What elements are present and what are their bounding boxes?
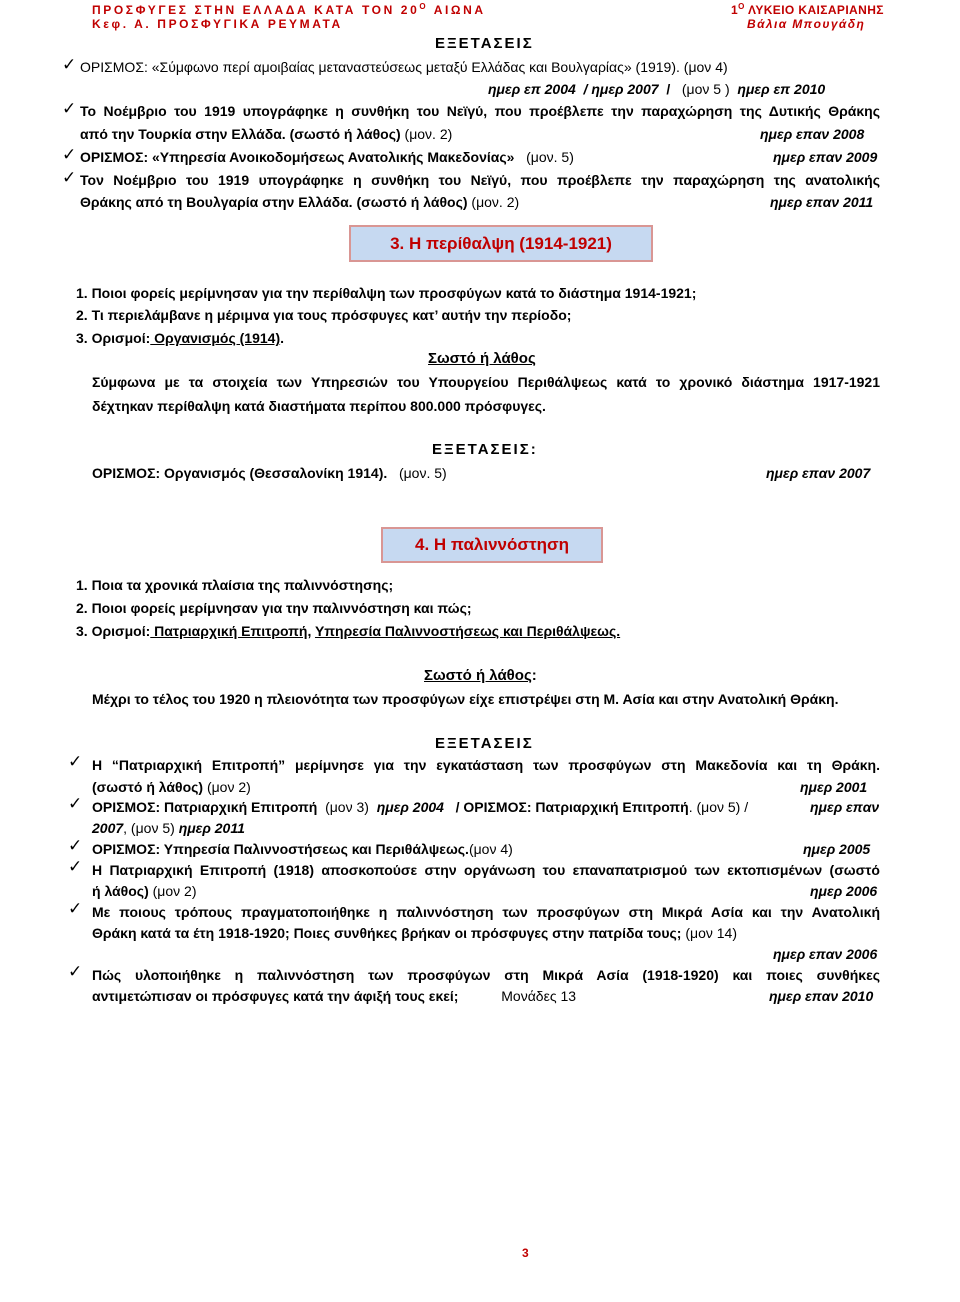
- checkmark-icon: ✓: [68, 857, 83, 876]
- exams2-item: [92, 465, 447, 481]
- exams1-item3: [80, 149, 574, 165]
- exams1-item3-text: ΟΡΙΣΜΟΣ: «Υπηρεσία Ανοικοδομήσεως Ανατολικής Μακεδονίας»: [80, 149, 515, 165]
- section4-question3: [76, 623, 620, 639]
- checkmark-icon: ✓: [62, 145, 77, 164]
- checkmark-icon: ✓: [68, 962, 83, 981]
- exams3-f-text: αντιμετώπισαν οι πρόσφυγες κατά την άφιξή τους εκεί;: [92, 988, 459, 1004]
- header-left-end: ΑΙΩΝΑ: [433, 3, 486, 17]
- marks-label: (μον 2): [206, 779, 251, 795]
- header-right-pre: 1: [731, 3, 739, 17]
- exams3-d-line2: [92, 883, 196, 899]
- true-false-title: Σωστό ή λάθος: [428, 350, 536, 367]
- marks-label: , (μον 5): [123, 820, 175, 836]
- exams3-b-date2: ημερ επαν: [810, 799, 880, 815]
- marks-label: (μον. 2): [404, 126, 453, 142]
- checkmark-icon: ✓: [62, 55, 77, 74]
- definition-term: Υπηρεσία Παλιννοστήσεως και Περιθάλψεως.: [314, 623, 621, 639]
- exams3-b-term: ΟΡΙΣΜΟΣ: Πατριαρχική Επιτροπή: [463, 799, 689, 815]
- header-right-sup: Ο: [738, 2, 745, 11]
- exams2-date: ημερ επαν 2007: [766, 465, 871, 481]
- checkmark-icon: ✓: [68, 752, 83, 771]
- date-label: 2007: [92, 820, 124, 836]
- marks-label: (μον. 2): [471, 194, 520, 210]
- exams1-item4-line1: Τον Νοέμβριο του 1919 υπογράφηκε η συνθήκη του Νεϊγύ, που προέβλεπε την παραχώρηση της ανατολικής: [80, 172, 880, 188]
- exams3-c: [92, 841, 513, 857]
- exams3-e-line1: Με ποιους τρόπους πραγματοποιήθηκε η παλιννόστηση των προσφύγων στη Μικρά Ασία και την Ανατολική: [92, 904, 880, 920]
- section3-question3: [76, 330, 284, 346]
- exams3-b-line1: [92, 799, 748, 815]
- exams3-d-line1: Η Πατριαρχική Επιτροπή (1918) αποσκοπούσε στην οργάνωση του επαναπατρισμού των εκτοπισμένων (σωστό: [92, 862, 880, 878]
- section3-title: 3. Η περίθαλψη (1914-1921): [349, 225, 653, 262]
- marks-label: (μον 4): [468, 841, 513, 857]
- header-left-sup: Ο: [419, 2, 429, 11]
- exams1-item1-dates: [488, 81, 825, 97]
- exams3-d-date: ημερ 2006: [810, 883, 878, 899]
- exams1-item4-date: ημερ επαν 2011: [770, 194, 874, 210]
- marks-label: . (μον 5) /: [688, 799, 749, 815]
- exams3-b-line2: [92, 820, 245, 836]
- exams3-b-term: ΟΡΙΣΜΟΣ: Πατριαρχική Επιτροπή: [92, 799, 318, 815]
- marks-label: Μονάδες 13: [501, 988, 577, 1004]
- exams3-a-line1: Η “Πατριαρχική Επιτροπή” μερίμνησε για την εγκατάσταση των προσφύγων στη Μακεδονία και τη Θράκη.: [92, 757, 880, 773]
- checkmark-icon: ✓: [62, 99, 77, 118]
- section3-question2: 2. Τι περιελάμβανε η μέριμνα για τους πρόσφυγες κατ’ αυτήν την περίοδο;: [76, 307, 572, 323]
- checkmark-icon: ✓: [68, 899, 83, 918]
- checkmark-icon: ✓: [68, 794, 83, 813]
- exams1-item4-line2: [80, 194, 519, 210]
- exams3-e-text: Θράκη κατά τα έτη 1918-1920; Ποιες συνθήκες βρήκαν οι πρόσφυγες στην πατρίδα τους;: [92, 925, 682, 941]
- definition-term: Πατριαρχική Επιτροπή: [150, 623, 308, 639]
- marks-label: (μον. 5): [398, 465, 447, 481]
- exams3-f-line2: [92, 988, 576, 1004]
- header-right-line1: [731, 3, 884, 17]
- exams3-d-text: ή λάθος): [92, 883, 149, 899]
- section3-tf-line2: δέχτηκαν περίθαλψη κατά διαστήματα περίπου 800.000 πρόσφυγες.: [92, 398, 546, 414]
- date-label: ημερ 2011: [178, 820, 245, 836]
- checkmark-icon: ✓: [62, 168, 77, 187]
- definitions-label: 3. Ορισμοί:: [76, 330, 151, 346]
- exams1-item4-text: Θράκης από τη Βουλγαρία στην Ελλάδα. (σωστό ή λάθος): [80, 194, 468, 210]
- exams3-a-line2: [92, 779, 251, 795]
- exams3-e-line2: [92, 925, 737, 941]
- true-false-label: Σωστό ή λάθος: [424, 667, 532, 684]
- header-right-text: ΛΥΚΕΙΟ ΚΑΙΣΑΡΙΑΝΗΣ: [748, 3, 884, 17]
- exams1-item2-line2: [80, 126, 452, 142]
- header-left-line1: [92, 3, 486, 17]
- section3-tf-line1: Σύμφωνα με τα στοιχεία των Υπηρεσιών του Υπουργείου Περιθάλψεως κατά το χρονικό διάστημα 1917-1921: [92, 374, 880, 390]
- separator: /: [666, 81, 671, 97]
- exams1-item2-date: ημερ επαν 2008: [760, 126, 865, 142]
- exams3-c-text: ΟΡΙΣΜΟΣ: Υπηρεσία Παλιννοστήσεως και Περιθάλψεως.: [92, 841, 469, 857]
- marks-label: (μον. 5): [526, 149, 574, 165]
- header-right-line2: Βάλια Μπουγάδη: [747, 17, 866, 31]
- date-label: ημερ 2007: [591, 81, 659, 97]
- exams3-e-date: ημερ επαν 2006: [773, 946, 878, 962]
- true-false-title-2: [424, 667, 537, 684]
- header-left-text: ΠΡΟΣΦΥΓΕΣ ΣΤΗΝ ΕΛΛΑΔΑ ΚΑΤΑ ΤΟΝ 20: [92, 3, 420, 17]
- exams-title-1: ΕΞΕΤΑΣΕΙΣ: [435, 35, 534, 52]
- page-number: 3: [522, 1246, 529, 1260]
- exams1-item3-date: ημερ επαν 2009: [773, 149, 878, 165]
- exams2-text: ΟΡΙΣΜΟΣ: Οργανισμός (Θεσσαλονίκη 1914).: [92, 465, 388, 481]
- exams1-item2-line1: Το Νοέμβριο του 1919 υπογράφηκε η συνθήκη του Νεϊγύ, που προέβλεπε την παραχώρηση της Δυτικής Θράκης: [80, 103, 880, 119]
- exams3-f-date: ημερ επαν 2010: [769, 988, 874, 1004]
- marks-label: (μον 5 ): [681, 81, 730, 97]
- section4-question2: 2. Ποιοι φορείς μερίμνησαν για την παλιννόστηση και πώς;: [76, 600, 472, 616]
- exams1-item1: [80, 59, 728, 75]
- definitions-end: .: [280, 330, 284, 346]
- definitions-sep: ,: [307, 623, 315, 639]
- separator: /: [583, 81, 588, 97]
- section4-title: 4. Η παλιννόστηση: [381, 527, 603, 563]
- section4-question1: 1. Ποια τα χρονικά πλαίσια της παλιννόστησης;: [76, 577, 394, 593]
- exams1-item1-text: ΟΡΙΣΜΟΣ: «Σύμφωνο περί αμοιβαίας μεταναστεύσεως μεταξύ Ελλάδας και Βουλγαρίας» (1919).: [80, 59, 680, 75]
- separator: /: [455, 799, 460, 815]
- checkmark-icon: ✓: [68, 836, 83, 855]
- exams-title-2: ΕΞΕΤΑΣΕΙΣ:: [432, 441, 538, 458]
- marks-label: (μον 14): [685, 925, 737, 941]
- date-label: ημερ επ 2010: [737, 81, 826, 97]
- date-label: ημερ επ 2004: [488, 81, 576, 97]
- date-label: ημερ 2004: [376, 799, 444, 815]
- section4-tf-text: Μέχρι το τέλος του 1920 η πλειονότητα των προσφύγων είχε επιστρέψει στη Μ. Ασία και στην Ανατολική Θράκη.: [92, 691, 839, 707]
- exams3-c-date: ημερ 2005: [803, 841, 871, 857]
- section3-question1: 1. Ποιοι φορείς μερίμνησαν για την περίθαλψη των προσφύγων κατά το διάστημα 1914-1921;: [76, 285, 697, 301]
- exams1-item2-text: από την Τουρκία στην Ελλάδα. (σωστό ή λάθος): [80, 126, 401, 142]
- true-false-colon: :: [531, 667, 537, 684]
- exams3-f-line1: Πώς υλοποιήθηκε η παλιννόστηση των προσφύγων στη Μικρά Ασία (1918-1920) και ποιες συνθήκες: [92, 967, 880, 983]
- definition-term: Οργανισμός (1914): [150, 330, 281, 346]
- exams1-item1-marks: (μον 4): [683, 59, 728, 75]
- exams3-a-date: ημερ 2001: [800, 779, 868, 795]
- header-left-line2: Κεφ. Α. ΠΡΟΣΦΥΓΙΚΑ ΡΕΥΜΑΤΑ: [92, 17, 343, 31]
- definitions-label: 3. Ορισμοί:: [76, 623, 151, 639]
- marks-label: (μον 3): [325, 799, 369, 815]
- exams3-a-text: (σωστό ή λάθος): [92, 779, 204, 795]
- marks-label: (μον 2): [152, 883, 197, 899]
- exams-title-3: ΕΞΕΤΑΣΕΙΣ: [435, 735, 534, 752]
